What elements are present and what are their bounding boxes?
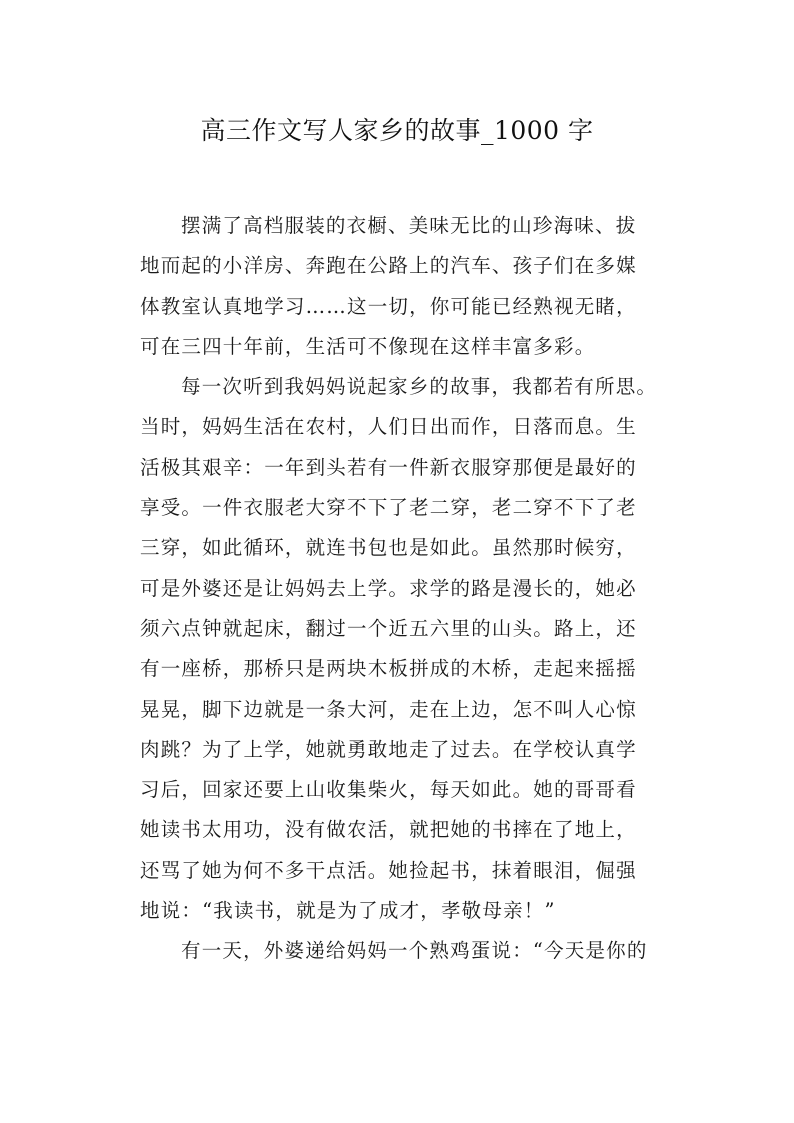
paragraph-line: 每一次听到我妈妈说起家乡的故事，我都若有所思。 xyxy=(181,375,658,399)
paragraph-line: 须六点钟就起床，翻过一个近五六里的山头。路上，还 xyxy=(140,616,637,640)
document-body xyxy=(140,206,680,972)
paragraph-line: 她读书太用功，没有做农活，就把她的书摔在了地上， xyxy=(140,818,637,842)
document-title: 高三作文写人家乡的故事_1000 字 xyxy=(200,116,594,145)
paragraph-line: 有一天，外婆递给妈妈一个熟鸡蛋说：“今天是你的 xyxy=(181,939,648,963)
paragraph-line: 活极其艰辛：一年到头若有一件新衣服穿那便是最好的 xyxy=(140,455,637,479)
paragraph-line: 当时，妈妈生活在农村，人们日出而作，日落而息。生 xyxy=(140,415,637,439)
paragraph-line: 地说：“我读书，就是为了成才，孝敬母亲！” xyxy=(140,899,556,923)
paragraph-line: 体教室认真地学习……这一切，你可能已经熟视无睹， xyxy=(140,294,637,318)
paragraph-line: 肉跳？为了上学，她就勇敢地走了过去。在学校认真学 xyxy=(140,737,637,761)
paragraph-line: 有一座桥，那桥只是两块木板拼成的木桥，走起来摇摇 xyxy=(140,657,637,681)
paragraph-line: 可在三四十年前，生活可不像现在这样丰富多彩。 xyxy=(140,334,596,358)
paragraph-line: 可是外婆还是让妈妈去上学。求学的路是漫长的，她必 xyxy=(140,576,637,600)
paragraph-line: 三穿，如此循环，就连书包也是如此。虽然那时候穷， xyxy=(140,536,637,560)
paragraph-line: 地而起的小洋房、奔跑在公路上的汽车、孩子们在多媒 xyxy=(140,254,637,278)
paragraph-line: 晃晃，脚下边就是一条大河，走在上边，怎不叫人心惊 xyxy=(140,697,637,721)
paragraph-line: 习后，回家还要上山收集柴火，每天如此。她的哥哥看 xyxy=(140,778,637,802)
paragraph-line: 摆满了高档服装的衣橱、美味无比的山珍海味、拔 xyxy=(181,214,637,237)
paragraph-line: 享受。一件衣服老大穿不下了老二穿，老二穿不下了老 xyxy=(140,496,637,520)
paragraph-line: 还骂了她为何不多干点活。她捡起书，抹着眼泪，倔强 xyxy=(140,858,637,882)
